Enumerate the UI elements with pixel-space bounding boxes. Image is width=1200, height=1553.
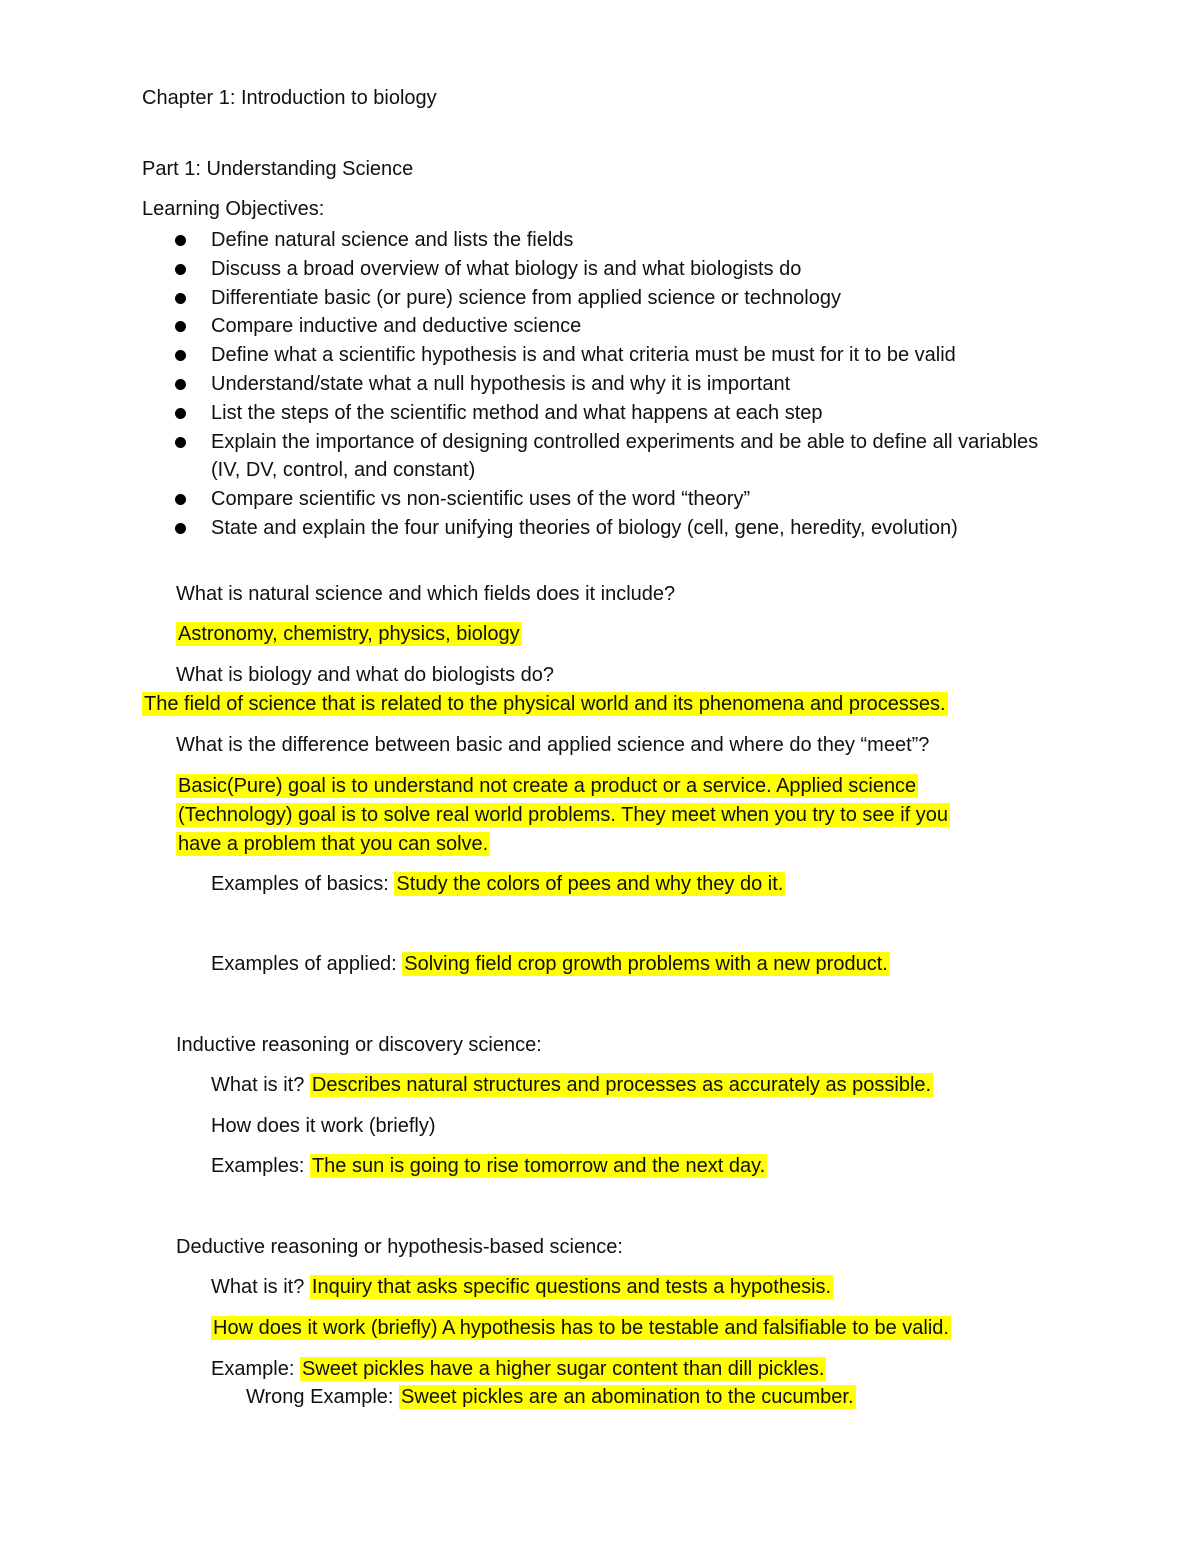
inductive-what-answer: Describes natural structures and processes as accurately as possible. bbox=[311, 1074, 932, 1096]
objective-text: Define natural science and lists the fields bbox=[211, 229, 574, 251]
objective-text: State and explain the four unifying theories of biology (cell, gene, heredity, evolution) bbox=[211, 516, 958, 539]
inductive-what-label: What is it? bbox=[211, 1074, 310, 1096]
examples-applied-answer: Solving field crop growth problems with a new product. bbox=[404, 953, 888, 975]
inductive-what bbox=[211, 1073, 933, 1097]
highlighted-answer: Astronomy, chemistry, physics, biology bbox=[178, 623, 520, 645]
part-title: Part 1: Understanding Science bbox=[142, 158, 414, 180]
question-basic-applied: What is the difference between basic and applied science and where do they “meet”? bbox=[176, 734, 930, 756]
answer-biology bbox=[142, 692, 948, 716]
objective-item bbox=[211, 341, 1051, 370]
highlighted-answer-line: Basic(Pure) goal is to understand not create a product or a service. Applied science bbox=[178, 775, 917, 797]
objective-item bbox=[211, 399, 1051, 428]
examples-applied-label: Examples of applied: bbox=[211, 953, 403, 975]
deductive-what-label: What is it? bbox=[211, 1276, 310, 1298]
deductive-wrong-answer: Sweet pickles are an abomination to the cucumber. bbox=[401, 1386, 854, 1408]
objective-text: Compare scientific vs non-scientific uses of the word “theory” bbox=[211, 488, 751, 511]
inductive-examples-label: Examples: bbox=[211, 1155, 310, 1177]
objective-item bbox=[211, 284, 1051, 313]
bullet-icon bbox=[175, 350, 186, 361]
objectives-label: Learning Objectives: bbox=[142, 198, 325, 220]
objective-item bbox=[211, 370, 1051, 399]
inductive-examples-answer: The sun is going to rise tomorrow and the next day. bbox=[311, 1155, 766, 1177]
question-natural-science: What is natural science and which fields does it include? bbox=[176, 583, 676, 605]
deductive-how bbox=[211, 1316, 951, 1340]
bullet-icon bbox=[175, 321, 186, 332]
inductive-how: How does it work (briefly) bbox=[211, 1115, 436, 1137]
objective-item bbox=[211, 428, 1051, 486]
deductive-how-answer: How does it work (briefly) A hypothesis has to be testable and falsifiable to be valid. bbox=[213, 1317, 949, 1339]
objective-text: Explain the importance of designing controlled experiments and be able to define all variables (IV, DV, control, and constant) bbox=[211, 430, 1039, 482]
answer-basic-applied bbox=[176, 772, 950, 859]
bullet-icon bbox=[175, 437, 186, 448]
question-biology: What is biology and what do biologists do? bbox=[176, 664, 555, 686]
answer-natural-science bbox=[176, 622, 522, 646]
objective-text: Discuss a broad overview of what biology is and what biologists do bbox=[211, 257, 802, 280]
objectives-list bbox=[211, 226, 1051, 543]
examples-basics-answer: Study the colors of pees and why they do it. bbox=[396, 873, 784, 895]
objective-item bbox=[211, 255, 1051, 284]
bullet-icon bbox=[175, 408, 186, 419]
bullet-icon bbox=[175, 523, 186, 534]
objective-item bbox=[211, 485, 1051, 514]
deductive-title: Deductive reasoning or hypothesis-based science: bbox=[176, 1236, 623, 1258]
bullet-icon bbox=[175, 235, 186, 246]
examples-basics bbox=[211, 872, 785, 896]
examples-basics-label: Examples of basics: bbox=[211, 873, 395, 895]
deductive-wrong-label: Wrong Example: bbox=[246, 1386, 400, 1408]
objective-text: Differentiate basic (or pure) science from applied science or technology bbox=[211, 286, 841, 309]
inductive-examples bbox=[211, 1154, 767, 1178]
examples-applied bbox=[211, 952, 890, 976]
bullet-icon bbox=[175, 379, 186, 390]
highlighted-answer-line: have a problem that you can solve. bbox=[178, 833, 489, 855]
deductive-wrong-example bbox=[246, 1385, 856, 1409]
objective-item bbox=[211, 514, 1051, 543]
objective-item bbox=[211, 312, 1051, 341]
bullet-icon bbox=[175, 264, 186, 275]
deductive-what-answer: Inquiry that asks specific questions and tests a hypothesis. bbox=[311, 1276, 832, 1298]
deductive-what bbox=[211, 1275, 833, 1299]
deductive-example-label: Example: bbox=[211, 1358, 300, 1380]
highlighted-answer: The field of science that is related to the physical world and its phenomena and processes. bbox=[144, 693, 946, 715]
objective-text: Compare inductive and deductive science bbox=[211, 315, 582, 338]
deductive-example bbox=[211, 1357, 826, 1381]
objective-text: Define what a scientific hypothesis is and what criteria must be must for it to be valid bbox=[211, 344, 956, 367]
chapter-title: Chapter 1: Introduction to biology bbox=[142, 87, 437, 109]
deductive-example-answer: Sweet pickles have a higher sugar content than dill pickles. bbox=[301, 1358, 825, 1380]
inductive-title: Inductive reasoning or discovery science: bbox=[176, 1034, 542, 1056]
highlighted-answer-line: (Technology) goal is to solve real world problems. They meet when you try to see if you bbox=[178, 804, 948, 826]
bullet-icon bbox=[175, 494, 186, 505]
bullet-icon bbox=[175, 293, 186, 304]
objective-text: Understand/state what a null hypothesis is and why it is important bbox=[211, 372, 791, 395]
objective-text: List the steps of the scientific method and what happens at each step bbox=[211, 401, 823, 424]
objective-item bbox=[211, 226, 1051, 255]
